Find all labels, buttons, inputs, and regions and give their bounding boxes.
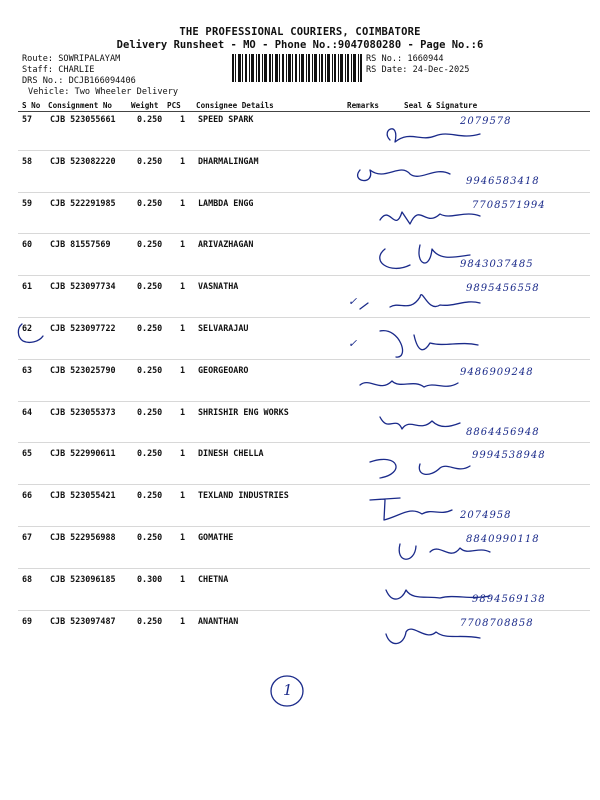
row-weight: 0.250 <box>137 490 163 501</box>
vehicle-field: Vehicle: Two Wheeler Delivery <box>28 87 179 97</box>
rs-number-field: RS No.: 1660944 <box>366 54 444 64</box>
row-weight: 0.250 <box>137 114 163 124</box>
row-consignment-no: CJB 523097722 <box>50 323 116 333</box>
row-signature-phone: 2074958 <box>460 510 512 522</box>
staff-field: Staff: CHARLIE <box>22 65 95 75</box>
row-pcs: 1 <box>180 615 186 626</box>
row-divider <box>18 442 590 443</box>
row-consignee: SHRISHIR ENG WORKS <box>198 406 289 417</box>
row-pcs: 1 <box>180 323 186 333</box>
barcode <box>232 54 362 82</box>
row-signature-phone: 9994538948 <box>472 450 546 462</box>
circle-mark-row-62 <box>16 320 46 344</box>
row-consignee: DHARMALINGAM <box>198 155 259 166</box>
row-consignment-no: CJB 522291985 <box>50 197 116 208</box>
row-signature-phone: 8864456948 <box>466 426 540 438</box>
row-signature-phone: 9843037485 <box>460 259 534 271</box>
row-signature-phone: 9946583418 <box>466 175 540 187</box>
row-sno: 57 <box>22 114 33 124</box>
row-divider <box>18 359 590 360</box>
row-pcs: 1 <box>180 448 186 459</box>
row-weight: 0.250 <box>137 532 163 542</box>
row-weight: 0.250 <box>137 448 163 459</box>
row-pcs: 1 <box>180 573 186 584</box>
row-consignee: SELVARAJAU <box>198 323 249 333</box>
row-pcs: 1 <box>180 532 186 542</box>
row-consignment-no: CJB 523025790 <box>50 364 116 375</box>
row-weight: 0.250 <box>137 615 163 626</box>
row-sno: 65 <box>22 448 33 459</box>
row-consignee: ARIVAZHAGAN <box>198 239 254 250</box>
row-weight: 0.300 <box>137 573 163 584</box>
row-divider <box>18 317 590 318</box>
row-consignee: SPEED SPARK <box>198 114 254 124</box>
row-pcs: 1 <box>180 114 186 124</box>
row-sno: 60 <box>22 239 33 250</box>
row-sno: 58 <box>22 155 33 166</box>
col-remarks: Remarks <box>347 101 380 110</box>
row-pcs: 1 <box>180 490 186 501</box>
row-sno: 62 <box>22 323 33 333</box>
row-sno: 68 <box>22 573 33 584</box>
row-consignment-no: CJB 81557569 <box>50 239 111 250</box>
row-sno: 63 <box>22 364 33 375</box>
row-divider <box>18 568 590 569</box>
row-consignee: DINESH CHELLA <box>198 448 264 459</box>
row-consignment-no: CJB 522990611 <box>50 448 116 459</box>
col-weight: Weight <box>131 101 159 110</box>
row-weight: 0.250 <box>137 155 163 166</box>
row-signature-phone: 7708571994 <box>472 199 546 211</box>
row-remark-tick: ✓ <box>348 295 358 309</box>
row-signature-phone: 9894569138 <box>472 593 546 605</box>
row-consignee: LAMBDA ENGG <box>198 197 254 208</box>
row-sno: 69 <box>22 615 33 626</box>
page-number-mark: 1 <box>283 681 293 699</box>
col-sno: S No <box>22 101 41 110</box>
row-sno: 59 <box>22 197 33 208</box>
row-consignment-no: CJB 523097487 <box>50 615 116 626</box>
row-divider <box>18 610 590 611</box>
row-consignee: GOMATHE <box>198 532 234 542</box>
row-sno: 66 <box>22 490 33 501</box>
row-consignee: TEXLAND INDUSTRIES <box>198 490 289 501</box>
row-divider <box>18 401 590 402</box>
col-consignee: Consignee Details <box>196 101 274 110</box>
row-consignment-no: CJB 523082220 <box>50 155 116 166</box>
row-pcs: 1 <box>180 406 186 417</box>
row-divider <box>18 484 590 485</box>
row-weight: 0.250 <box>137 323 163 333</box>
row-weight: 0.250 <box>137 406 163 417</box>
row-weight: 0.250 <box>137 197 163 208</box>
route-field: Route: SOWRIPALAYAM <box>22 54 121 64</box>
col-consignment: Consignment No <box>48 101 113 110</box>
row-signature-phone: 9895456558 <box>466 283 540 295</box>
row-pcs: 1 <box>180 239 186 250</box>
row-signature-phone: 7708708858 <box>460 617 534 629</box>
row-divider <box>18 275 590 276</box>
row-consignee: ANANTHAN <box>198 615 239 626</box>
rs-date-field: RS Date: 24-Dec-2025 <box>366 65 470 75</box>
row-signature-phone: 9486909248 <box>460 366 534 378</box>
row-consignee: CHETNA <box>198 573 229 584</box>
row-pcs: 1 <box>180 197 186 208</box>
row-sno: 64 <box>22 406 33 417</box>
row-divider <box>18 233 590 234</box>
row-weight: 0.250 <box>137 239 163 250</box>
row-consignment-no: CJB 523055421 <box>50 490 116 501</box>
row-pcs: 1 <box>180 281 186 292</box>
company-title: THE PROFESSIONAL COURIERS, COIMBATORE <box>179 26 421 38</box>
row-consignment-no: CJB 523096185 <box>50 573 116 584</box>
row-remark-tick: ✓ <box>348 337 358 350</box>
row-pcs: 1 <box>180 364 186 375</box>
row-pcs: 1 <box>180 155 186 166</box>
row-sno: 61 <box>22 281 33 292</box>
row-sno: 67 <box>22 532 33 542</box>
row-consignee: VASNATHA <box>198 281 239 292</box>
col-pcs: PCS <box>167 101 181 110</box>
row-divider <box>18 192 590 193</box>
row-consignee: GEORGEOARO <box>198 364 249 375</box>
row-signature-phone: 2079578 <box>460 116 512 127</box>
row-weight: 0.250 <box>137 281 163 292</box>
row-consignment-no: CJB 523097734 <box>50 281 116 292</box>
row-divider <box>18 526 590 527</box>
runsheet-subtitle: Delivery Runsheet - MO - Phone No.:9047080280 - Page No.:6 <box>116 39 484 51</box>
row-consignment-no: CJB 523055373 <box>50 406 116 417</box>
row-weight: 0.250 <box>137 364 163 375</box>
row-consignment-no: CJB 522956988 <box>50 532 116 542</box>
row-divider <box>18 150 590 151</box>
col-seal-signature: Seal & Signature <box>404 101 478 110</box>
row-signature-phone: 8840990118 <box>466 534 540 545</box>
row-consignment-no: CJB 523055661 <box>50 114 116 124</box>
drs-number-field: DRS No.: DCJB166094406 <box>22 76 136 86</box>
